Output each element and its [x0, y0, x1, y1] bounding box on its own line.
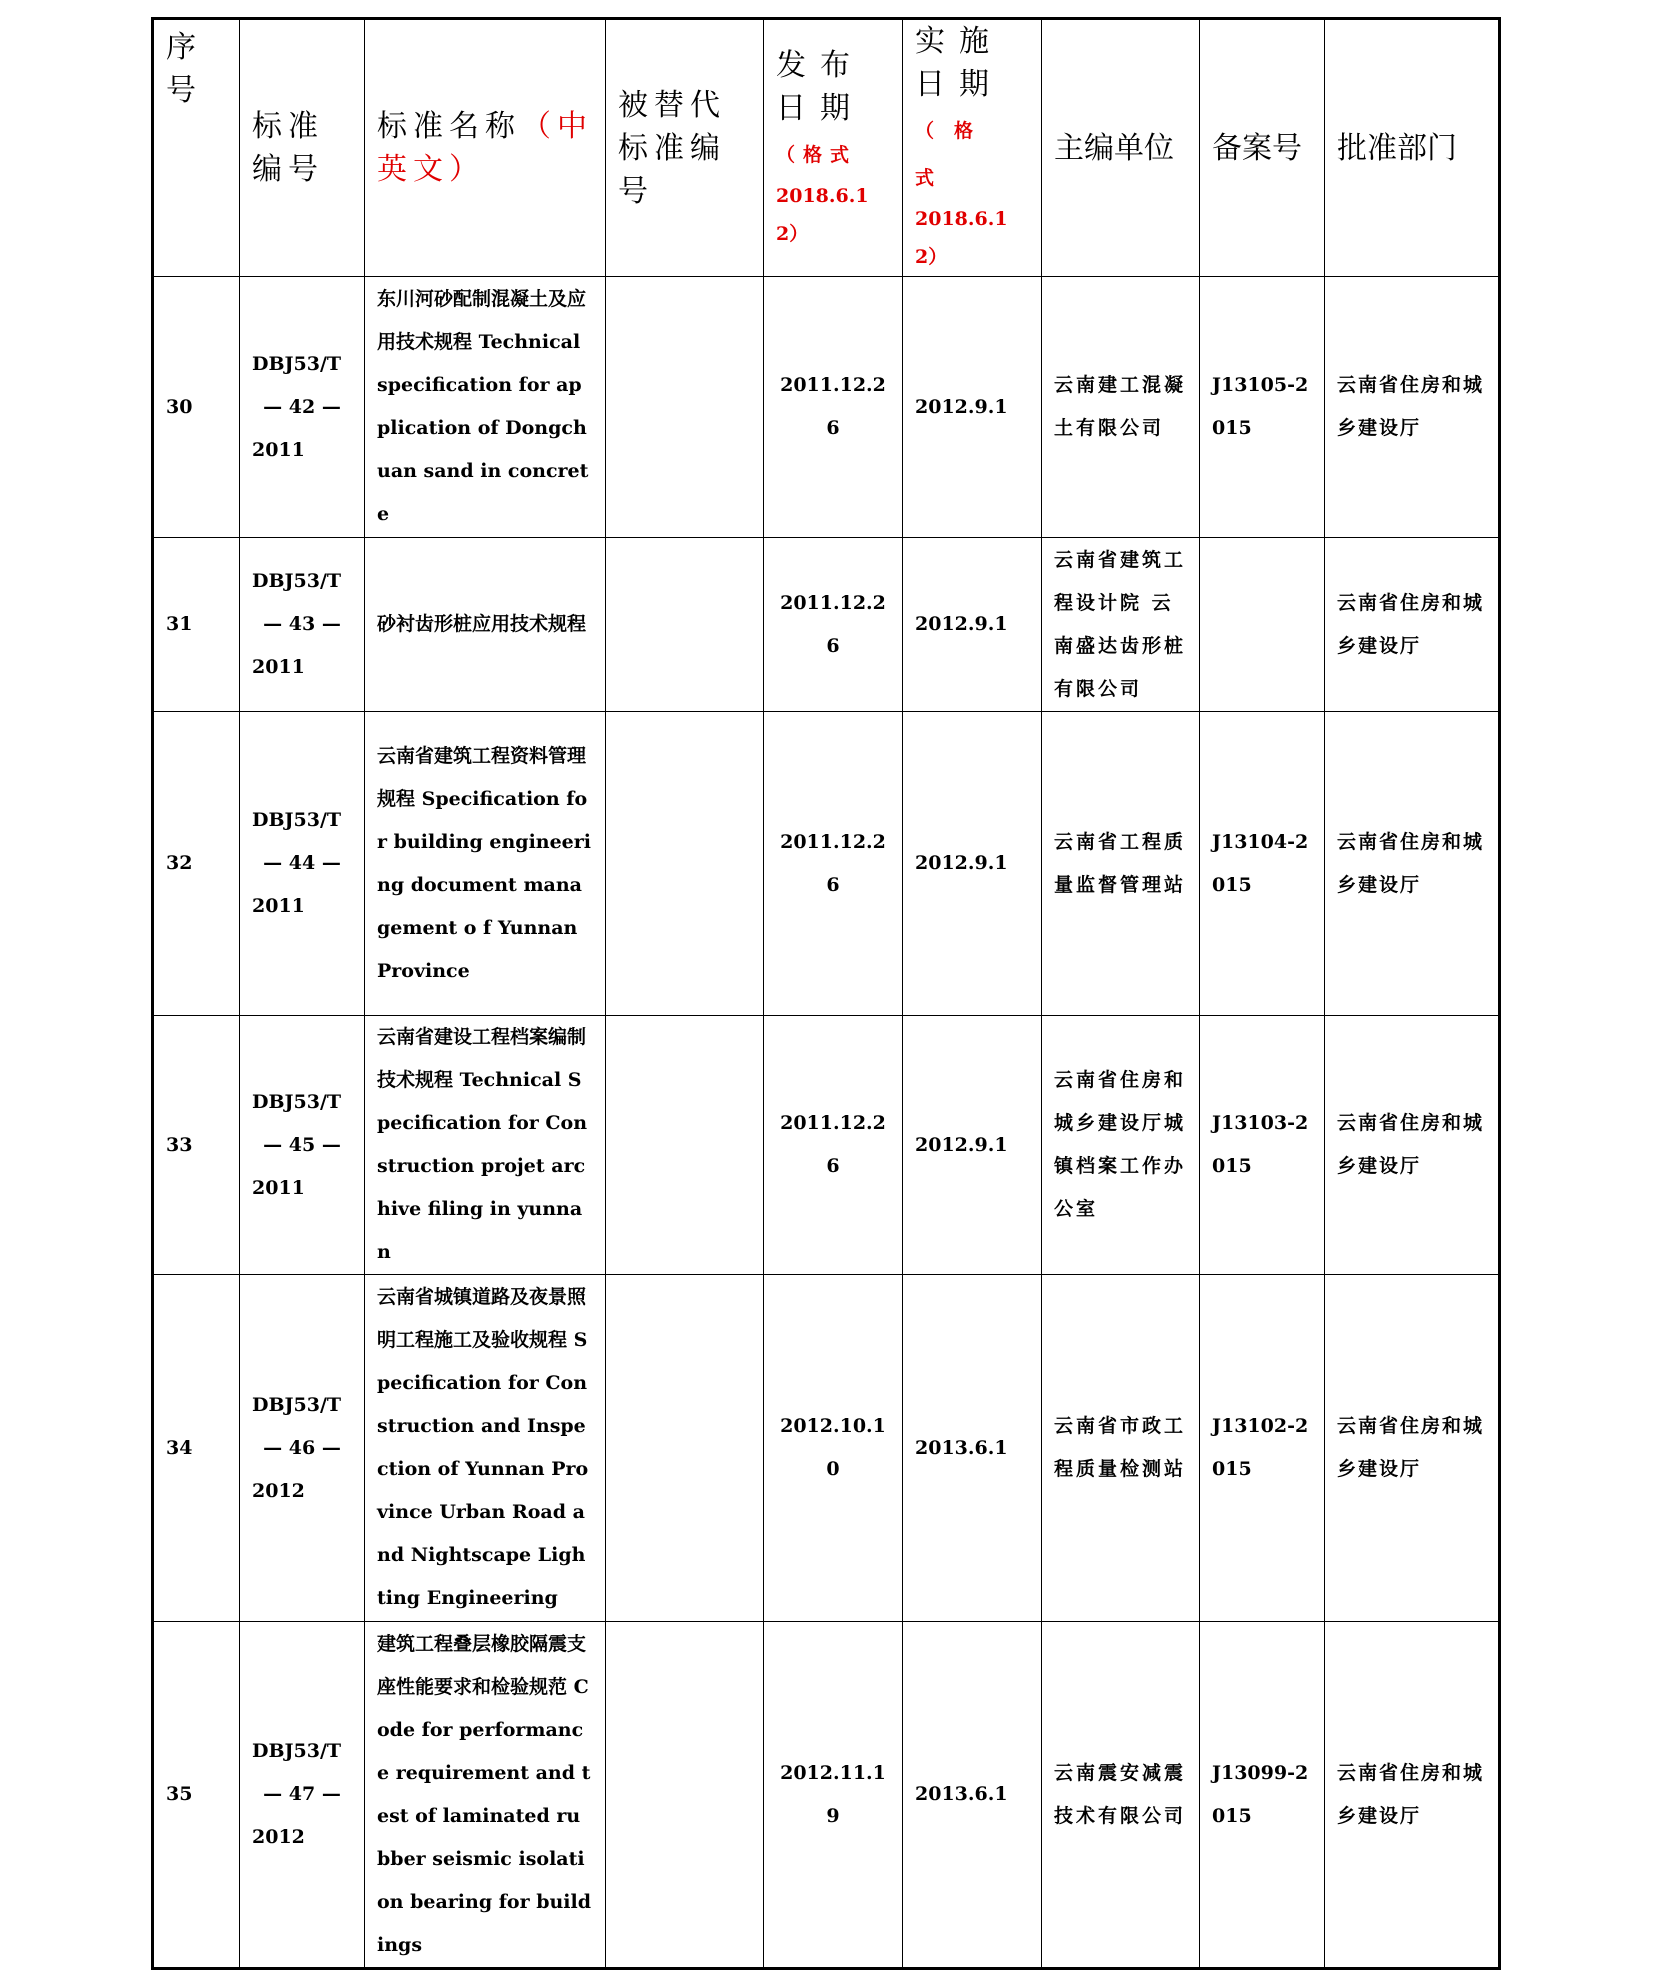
header-name: 标准名称（中英文） [365, 19, 606, 277]
row-implement: 2013.6.1 [903, 1275, 1042, 1622]
row-replaced [606, 712, 764, 1016]
row-chief: 云南建工混凝土有限公司 [1042, 277, 1200, 538]
row-code: DBJ53/T — 44 — 2011 [240, 712, 365, 1016]
header-publish-format: （格式 [776, 143, 858, 166]
table-row [153, 1622, 1500, 1969]
row-implement: 2012.9.1 [903, 538, 1042, 712]
row-implement: 2012.9.1 [903, 1016, 1042, 1275]
row-replaced [606, 1016, 764, 1275]
table-row [153, 712, 1500, 1016]
row-implement: 2012.9.1 [903, 277, 1042, 538]
row-name: 云南省建设工程档案编制技术规程 Technical Specification for Construction projet archive filing in yunnan [365, 1016, 606, 1275]
row-chief: 云南省工程质量监督管理站 [1042, 712, 1200, 1016]
header-dept: 批准部门 [1325, 19, 1500, 277]
header-code: 标准编号 [240, 19, 365, 277]
row-publish: 2011.12.26 [764, 277, 903, 538]
row-replaced [606, 277, 764, 538]
row-replaced [606, 538, 764, 712]
row-seq: 33 [153, 1016, 240, 1275]
row-replaced [606, 1622, 764, 1969]
row-chief: 云南省建筑工程设计院 云南盛达齿形桩有限公司 [1042, 538, 1200, 712]
row-publish: 2011.12.26 [764, 538, 903, 712]
header-row [153, 19, 1500, 277]
header-seq: 序号 [153, 19, 240, 277]
row-replaced [606, 1275, 764, 1622]
row-filing: J13102-2015 [1200, 1275, 1325, 1622]
row-code: DBJ53/T — 46 — 2012 [240, 1275, 365, 1622]
header-publish: 发布日期（格式 2018.6.12） [764, 19, 903, 277]
table-row [153, 1016, 1500, 1275]
header-implement-date: 2018.6.12） [915, 208, 1008, 268]
header-filing: 备案号 [1200, 19, 1325, 277]
row-chief: 云南省市政工程质量检测站 [1042, 1275, 1200, 1622]
row-filing: J13099-2015 [1200, 1622, 1325, 1969]
row-seq: 31 [153, 538, 240, 712]
header-name-suffix: （中英文） [377, 109, 593, 187]
standards-table [151, 17, 1501, 1970]
row-implement: 2012.9.1 [903, 712, 1042, 1016]
row-name: 建筑工程叠层橡胶隔震支座性能要求和检验规范 Code for performance requirement and test of laminated rubber seismic isolation bearing for buildings [365, 1622, 606, 1969]
row-code: DBJ53/T — 42 — 2011 [240, 277, 365, 538]
row-filing: J13104-2015 [1200, 712, 1325, 1016]
header-replaced: 被替代标准编号 [606, 19, 764, 277]
header-implement-format: （格式 [915, 120, 994, 189]
row-filing: J13105-2015 [1200, 277, 1325, 538]
row-code: DBJ53/T — 45 — 2011 [240, 1016, 365, 1275]
row-dept: 云南省住房和城乡建设厅 [1325, 1275, 1500, 1622]
row-publish: 2012.11.19 [764, 1622, 903, 1969]
row-dept: 云南省住房和城乡建设厅 [1325, 1016, 1500, 1275]
row-name: 东川河砂配制混凝土及应用技术规程 Technical specification for application of Dongchuan sand in concrete [365, 277, 606, 538]
row-publish: 2011.12.26 [764, 712, 903, 1016]
row-name: 云南省建筑工程资料管理规程 Specification for building engineering document management o f Yunnan Province [365, 712, 606, 1016]
row-publish: 2012.10.10 [764, 1275, 903, 1622]
row-publish: 2011.12.26 [764, 1016, 903, 1275]
row-seq: 32 [153, 712, 240, 1016]
row-code: DBJ53/T — 47 — 2012 [240, 1622, 365, 1969]
row-chief: 云南省住房和城乡建设厅城镇档案工作办公室 [1042, 1016, 1200, 1275]
row-dept: 云南省住房和城乡建设厅 [1325, 1622, 1500, 1969]
row-filing [1200, 538, 1325, 712]
header-publish-date: 2018.6.12） [776, 184, 869, 245]
row-implement: 2013.6.1 [903, 1622, 1042, 1969]
row-seq: 30 [153, 277, 240, 538]
row-code: DBJ53/T — 43 — 2011 [240, 538, 365, 712]
row-name: 砂衬齿形桩应用技术规程 [365, 538, 606, 712]
row-name: 云南省城镇道路及夜景照明工程施工及验收规程 Specification for Construction and Inspection of Yunnan Province Urban Road and Nightscape Lighting Engineering [365, 1275, 606, 1622]
row-dept: 云南省住房和城乡建设厅 [1325, 538, 1500, 712]
row-filing: J13103-2015 [1200, 1016, 1325, 1275]
row-seq: 35 [153, 1622, 240, 1969]
table-row [153, 538, 1500, 712]
row-dept: 云南省住房和城乡建设厅 [1325, 277, 1500, 538]
row-seq: 34 [153, 1275, 240, 1622]
header-implement: 实施日期 （格式 2018.6.12） [903, 19, 1042, 277]
header-chief: 主编单位 [1042, 19, 1200, 277]
table-row [153, 277, 1500, 538]
table-row [153, 1275, 1500, 1622]
row-dept: 云南省住房和城乡建设厅 [1325, 712, 1500, 1016]
row-chief: 云南震安减震技术有限公司 [1042, 1622, 1200, 1969]
